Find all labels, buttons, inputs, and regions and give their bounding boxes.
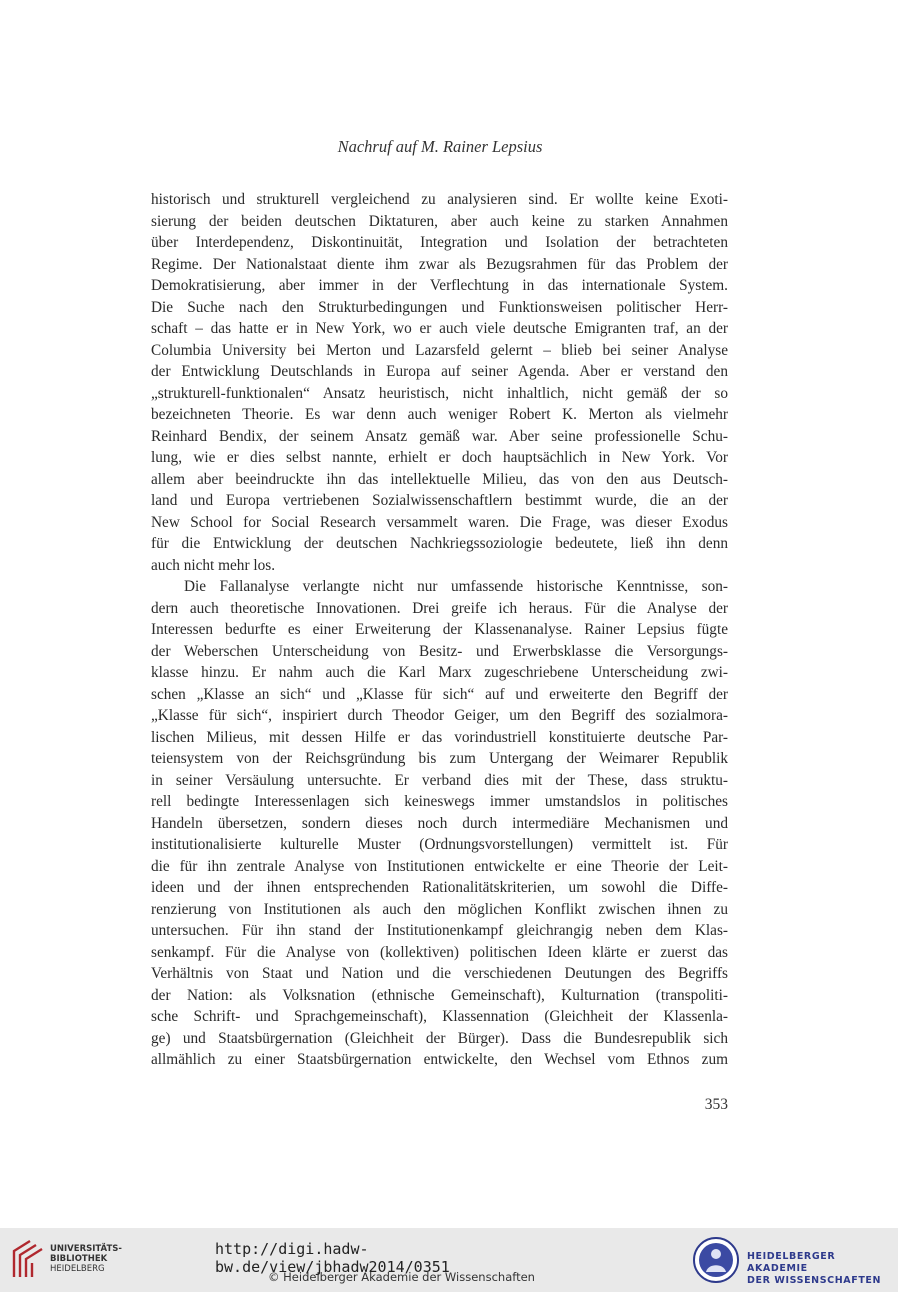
running-head: Nachruf auf M. Rainer Lepsius	[337, 137, 543, 156]
text-line: Demokratisierung, aber immer in der Verflechtung in das internationale System.	[151, 277, 728, 294]
text-line: allmählich zu einer Staatsbürgernation entwickelte, den Wechsel vom Ethnos zum	[151, 1051, 728, 1068]
viewer-footer	[0, 1228, 898, 1292]
text-line: Columbia University bei Merton und Lazarsfeld gelernt – blieb bei seiner Analyse	[151, 341, 728, 359]
text-line: lischen Milieus, mit dessen Hilfe er das vorindustriell konstituierte deutsche Par-	[151, 728, 728, 746]
academy-logo[interactable]	[692, 1236, 892, 1286]
text-line: rell bedingte Interessenlagen sich keineswegs immer umstandslos in politisches	[151, 793, 728, 810]
academy-seal-icon	[692, 1236, 740, 1284]
academy-logo-text	[747, 1251, 892, 1287]
text-line: allem aber beeindruckte ihn das intellektuelle Milieu, das von den aus Deutsch-	[151, 470, 728, 488]
text-line: der Nation: als Volksnation (ethnische Gemeinschaft), Kulturnation (transpoliti-	[151, 986, 728, 1004]
text-line: „strukturell-funktionalen“ Ansatz heuristisch, nicht inhaltlich, nicht gemäß der so	[151, 384, 728, 402]
text-line: der Weberschen Unterscheidung von Besitz- und Erwerbsklasse die Versorgungs-	[151, 642, 728, 660]
library-name-line: BIBLIOTHEK	[50, 1254, 108, 1264]
library-name-line: HEIDELBERG	[50, 1264, 105, 1274]
text-line: institutionalisierte kulturelle Muster (Ordnungsvorstellungen) vermittelt ist. Für	[151, 836, 728, 853]
text-line: land und Europa vertriebenen Sozialwissenschaftlern bestimmt wurde, die an der	[151, 492, 728, 509]
copyright-notice: © Heidelberger Akademie der Wissenschaften	[268, 1270, 535, 1284]
text-line: Regime. Der Nationalstaat diente ihm zwar als Bezugsrahmen für das Problem der	[151, 255, 728, 273]
text-line: ideen und der ihnen entsprechenden Rationalitätskriterien, um sowohl die Diffe-	[151, 879, 728, 896]
text-line: die für ihn zentrale Analyse von Institutionen entwickelte er eine Theorie der Leit-	[151, 857, 728, 875]
text-line: bezeichneten Theorie. Es war denn auch weniger Robert K. Merton als vielmehr	[151, 406, 728, 423]
text-line: dern auch theoretische Innovationen. Drei greife ich heraus. Für die Analyse der	[151, 599, 728, 617]
paragraph-start-line: Die Fallanalyse verlangte nicht nur umfassende historische Kenntnisse, son-	[184, 578, 728, 595]
text-line: sche Schrift- und Sprachgemeinschaft), Klassennation (Gleichheit der Klassenla-	[151, 1008, 728, 1025]
text-line: Verhältnis von Staat und Nation und die verschiedenen Deutungen des Begriffs	[151, 965, 728, 982]
text-line: ge) und Staatsbürgernation (Gleichheit der Bürger). Dass die Bundesrepublik sich	[151, 1029, 728, 1047]
library-logo-icon	[10, 1237, 46, 1281]
text-line: für die Entwicklung der deutschen Nachkriegssoziologie bedeutete, ließ ihn denn	[151, 535, 728, 552]
text-line: Reinhard Bendix, der seinem Ansatz gemäß war. Aber seine professionelle Schu-	[151, 427, 728, 445]
paragraph-end-line: auch nicht mehr los.	[151, 556, 276, 574]
text-line: teiensystem von der Reichsgründung bis zum Untergang der Weimarer Republik	[151, 750, 728, 767]
text-line: lung, wie er dies selbst nannte, erhielt er doch hauptsächlich in New York. Vor	[151, 449, 728, 466]
text-line: untersuchen. Für ihn stand der Institutionenkampf gleichrangig neben dem Klas-	[151, 922, 728, 939]
text-line: schaft – das hatte er in New York, wo er auch viele deutsche Emigranten traf, an der	[151, 320, 728, 337]
text-line: der Entwicklung Deutschlands in Europa auf seiner Agenda. Aber er verstand den	[151, 363, 728, 380]
page-number: 353	[704, 1096, 728, 1113]
text-line: Die Suche nach den Strukturbedingungen und Funktionsweisen politischer Herr-	[151, 298, 728, 316]
text-line: in seiner Versäulung untersuchte. Er verband dies mit der These, dass struktu-	[151, 771, 728, 789]
library-logo-text	[50, 1244, 122, 1274]
text-line: sierung der beiden deutschen Diktaturen, aber auch keine zu starken Annahmen	[151, 212, 728, 230]
text-line: renzierung von Institutionen als auch den möglichen Konflikt zwischen ihnen zu	[151, 900, 728, 918]
text-line: Interessen bedurfte es einer Erweiterung der Klassenanalyse. Rainer Lepsius fügte	[151, 621, 728, 638]
library-name-line: UNIVERSITÄTS-	[50, 1244, 122, 1254]
text-line: Handeln übersetzen, sondern dieses noch durch intermediäre Mechanismen und	[151, 814, 728, 832]
text-line: „Klasse für sich“, inspiriert durch Theodor Geiger, um den Begriff des sozialmora-	[151, 707, 728, 724]
university-library-logo[interactable]	[10, 1237, 120, 1281]
academy-name-line: HEIDELBERGER AKADEMIE	[747, 1251, 836, 1274]
academy-name-line: DER WISSENSCHAFTEN	[747, 1275, 882, 1286]
permalink-url[interactable]: http://digi.hadw-bw.de/view/jbhadw2014/0351	[215, 1240, 450, 1276]
body-text	[151, 189, 728, 1071]
text-line: senkampf. Für die Analyse von (kollektiven) politischen Ideen klärte er zuerst das	[151, 943, 728, 961]
text-line: über Interdependenz, Diskontinuität, Integration und Isolation der betrachteten	[151, 234, 728, 251]
text-line: schen „Klasse an sich“ und „Klasse für sich“ auf und erweiterte den Begriff der	[151, 685, 728, 703]
text-line: historisch und strukturell vergleichend zu analysieren sind. Er wollte keine Exoti-	[151, 191, 728, 208]
text-line: klasse hinzu. Er nahm auch die Karl Marx zugeschriebene Unterscheidung zwi-	[151, 664, 728, 681]
text-line: New School for Social Research versammelt waren. Die Frage, was dieser Exodus	[151, 513, 728, 531]
